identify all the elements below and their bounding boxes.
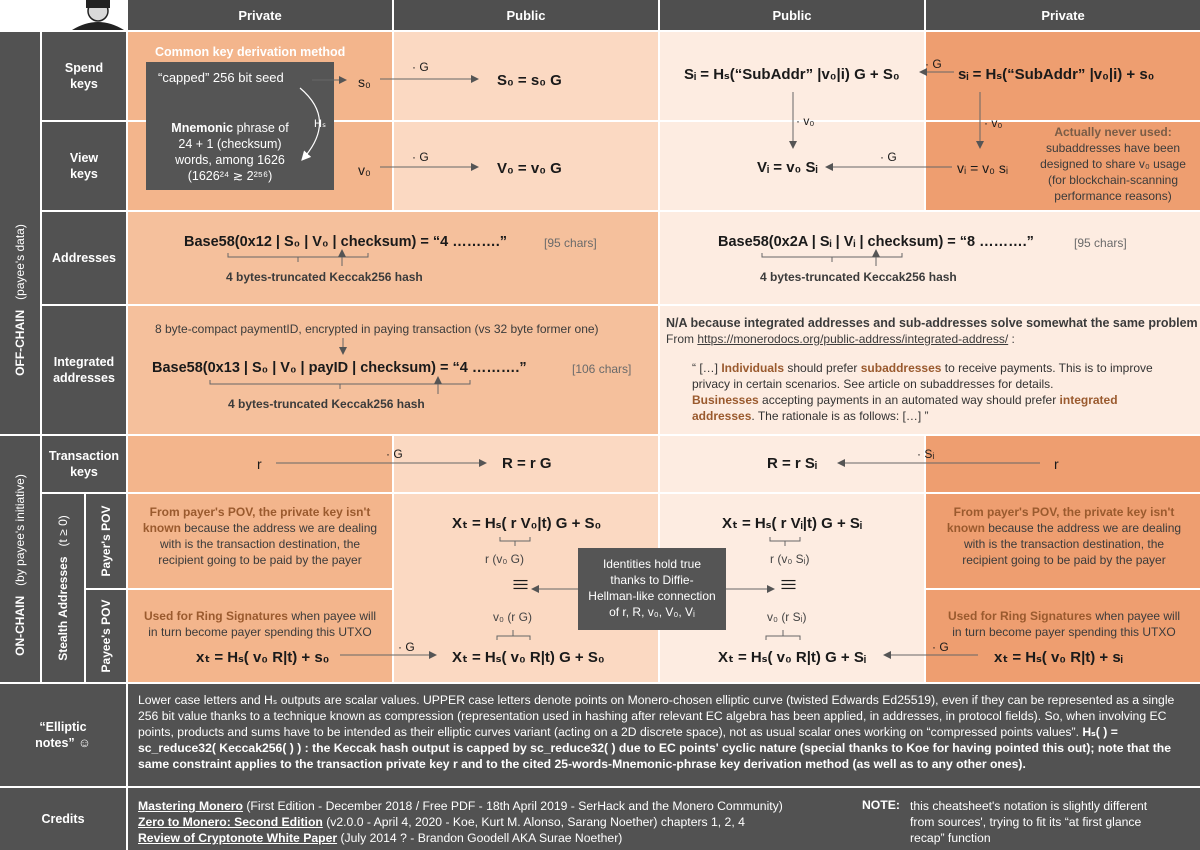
stealth-label: Stealth Addresses (t ≥ 0): [56, 515, 70, 661]
address-sub-eq: Base58(0x2A | Sᵢ | Vᵢ | checksum) = “8 ……….”: [718, 234, 1034, 250]
credit-link-1[interactable]: Mastering Monero: [138, 799, 243, 813]
header-public-right: Public: [660, 0, 924, 30]
identities-text: Identities hold true thanks to Diffie- Hellman-like connection of r, R, v₀, V₀, Vᵢ: [588, 557, 716, 619]
address-std-chars: [95 chars]: [544, 236, 597, 250]
row-label-notes: “Elliptic notes” ☺: [0, 684, 126, 786]
S0-eq: S₀ = s₀ G: [497, 72, 562, 89]
v0-key: v₀: [358, 162, 371, 178]
si-eq: sᵢ = Hₛ(“SubAddr” |v₀|i) + s₀: [958, 66, 1155, 83]
Si-eq: Sᵢ = Hₛ(“SubAddr” |v₀|i) G + S₀: [684, 66, 900, 83]
credits-note: this cheatsheet's notation is slightly different from sources', trying to fit its “at first glance recap” function: [910, 799, 1148, 845]
tx-r-left: r: [257, 456, 262, 472]
payer-pov-label: Payer's POV: [99, 505, 113, 577]
tx-si-label: · Sᵢ: [917, 447, 935, 461]
payer-note-right: From payer's POV, the private key isn't known because the address we are dealing with is the transaction destination, the recipient going to be paid by the payer: [946, 505, 1182, 567]
source-link-line: From https://monerodocs.org/public-address/integrated-address/ :: [666, 332, 1015, 346]
elliptic-notes: Lower case letters and Hₛ outputs are scalar values. UPPER case letters denote points on Monero-chosen elliptic curve (twisted Edwards Ed25519), even if they can be represented as a single 256 bit value thanks to a technique known as compression (representation used in hashing after relevant EC algebra has been applied, in addresses, in protocol fields). So, when involving EC points, products and sums have to be intended as their elliptic curves variant (acting on a 2D discrete space), not as usual scalar ones working on “compressed points values”. Hₛ( ) = sc_reduce32( Keccak256( ) ) : the Keccak hash output is capped by sc_reduce32( ) due to EC points' cyclic nature (special thanks to Koe for having pointed this out); note that the same constraint applies to the transaction private key r and to the cited 25-words-Mnemonic-phrase key derivation method (as well as to any other ones).: [138, 693, 1175, 771]
tx-R-right: R = r Sᵢ: [767, 455, 818, 472]
integrated-quote: “ […] Individuals should prefer subaddresses to receive payments. This is to improve privacy in certain scenarios. See article on subaddresses for details. Businesses accepting payments in an automated way should prefer integrated addresses. The rationale is as follows: […] ”: [692, 361, 1153, 423]
payee-pov-label: Payee's POV: [99, 599, 113, 673]
mnemonic-text: Mnemonic phrase of 24 + 1 (checksum) words, among 1626 (1626²⁴ ≳ 2²⁵⁶): [171, 121, 289, 183]
xt-payee-left: xₜ = Hₛ( v₀ R|t) + s₀: [196, 649, 330, 666]
integrated-hash: 4 bytes-truncated Keccak256 hash: [228, 397, 425, 411]
na-note: N/A because integrated addresses and sub-addresses solve somewhat the same problem: [666, 316, 1198, 330]
Vi-eq: Vᵢ = v₀ Sᵢ: [757, 159, 818, 176]
seed-label: “capped” 256 bit seed: [158, 70, 284, 85]
payee-g-label-2: · G: [932, 640, 949, 654]
credit-link-2[interactable]: Zero to Monero: Second Edition: [138, 815, 323, 829]
onchain-label: ON-CHAIN (by payee's initiative): [13, 474, 27, 656]
rvi-label: r (v₀ Sᵢ): [770, 552, 810, 566]
credits-note-label: NOTE:: [862, 798, 900, 812]
monerodocs-link[interactable]: https://monerodocs.org/public-address/integrated-address/: [697, 332, 1009, 346]
row-label-tx-keys: Transaction keys: [42, 436, 126, 492]
g-label-2: · G: [412, 150, 429, 164]
row-label-addresses: Addresses: [42, 212, 126, 304]
payee-note-left: Used for Ring Signatures when payee will in turn become payer spending this UTXO: [143, 609, 377, 639]
g-label-4: · G: [880, 150, 897, 164]
payer-note-left: From payer's POV, the private key isn't known because the address we are dealing with is the transaction destination, the recipient going to be paid by the payer: [142, 505, 378, 567]
vi-eq: vᵢ = v₀ sᵢ: [957, 160, 1009, 176]
Xt-payee-left: Xₜ = Hₛ( v₀ R|t) G + S₀: [452, 649, 605, 666]
Xt-payee-right: Xₜ = Hₛ( v₀ R|t) G + Sᵢ: [718, 649, 866, 666]
v0-label-1: · v₀: [796, 114, 815, 128]
address-std-eq: Base58(0x12 | S₀ | V₀ | checksum) = “4 ……….”: [184, 234, 508, 250]
integrated-eq: Base58(0x13 | S₀ | V₀ | payID | checksum) = “4 ……….”: [152, 360, 527, 376]
header-private-left: Private: [128, 0, 392, 30]
derivation-title: Common key derivation method: [155, 45, 346, 59]
credit-link-3[interactable]: Review of Cryptonote White Paper: [138, 831, 338, 845]
xt-payee-right: xₜ = Hₛ( v₀ R|t) + sᵢ: [994, 649, 1123, 666]
tx-R-left: R = r G: [502, 455, 552, 472]
avatar-icon: [0, 0, 128, 30]
row-label-credits: Credits: [0, 788, 126, 850]
address-std-hash: 4 bytes-truncated Keccak256 hash: [226, 270, 423, 284]
header-private-right: Private: [926, 0, 1200, 30]
payee-note-right: Used for Ring Signatures when payee will in turn become payer spending this UTXO: [947, 609, 1181, 639]
row-label-integrated: Integrated addresses: [42, 306, 126, 434]
hs-label: Hₛ: [314, 118, 327, 130]
s0-key: s₀: [358, 74, 371, 90]
payment-id-note: 8 byte-compact paymentID, encrypted in paying transaction (vs 32 byte former one): [155, 322, 599, 336]
avatar: [0, 0, 128, 30]
address-sub-chars: [95 chars]: [1074, 236, 1127, 250]
integrated-chars: [106 chars]: [572, 362, 632, 376]
v0-label-2: · v₀: [984, 116, 1003, 130]
v0rS-label: v₀ (r Sᵢ): [767, 610, 807, 624]
tx-g-label: · G: [386, 447, 403, 461]
equiv-left: |||: [512, 578, 530, 591]
credits-list: Mastering Monero (First Edition - December 2018 / Free PDF - 18th April 2019 - SerHack and the Monero Community) Zero to Monero: Second Edition (v2.0.0 - April 4, 2020 - Koe, Kurt M. Alonso, Sarang Noether) chapters 1, 2, 4 Review of Cryptonote White Paper (July 2014 ? - Brandon Goodell AKA Surae Noether): [138, 799, 783, 845]
row-label-view-keys: View keys: [42, 122, 126, 210]
never-used-note: Actually never used: subaddresses have been designed to share v₀ usage (for blockchain-scanning performance reasons): [1040, 125, 1186, 203]
rv0-label: r (v₀ G): [485, 552, 524, 566]
Xt-payer-right: Xₜ = Hₛ( r Vᵢ|t) G + Sᵢ: [722, 515, 862, 532]
address-sub-hash: 4 bytes-truncated Keccak256 hash: [760, 270, 957, 284]
equiv-right: |||: [780, 578, 798, 591]
Xt-payer-left: Xₜ = Hₛ( r V₀|t) G + S₀: [452, 515, 602, 532]
tx-r-right: r: [1054, 456, 1059, 472]
payee-g-label-1: · G: [398, 640, 415, 654]
V0-eq: V₀ = v₀ G: [497, 160, 562, 177]
v0rG-label: v₀ (r G): [493, 610, 532, 624]
header-public-left: Public: [394, 0, 658, 30]
row-label-spend-keys: Spend keys: [42, 32, 126, 120]
offchain-label: OFF-CHAIN (payee's data): [13, 224, 27, 376]
g-label-1: · G: [412, 60, 429, 74]
g-label-3: · G: [925, 57, 942, 71]
